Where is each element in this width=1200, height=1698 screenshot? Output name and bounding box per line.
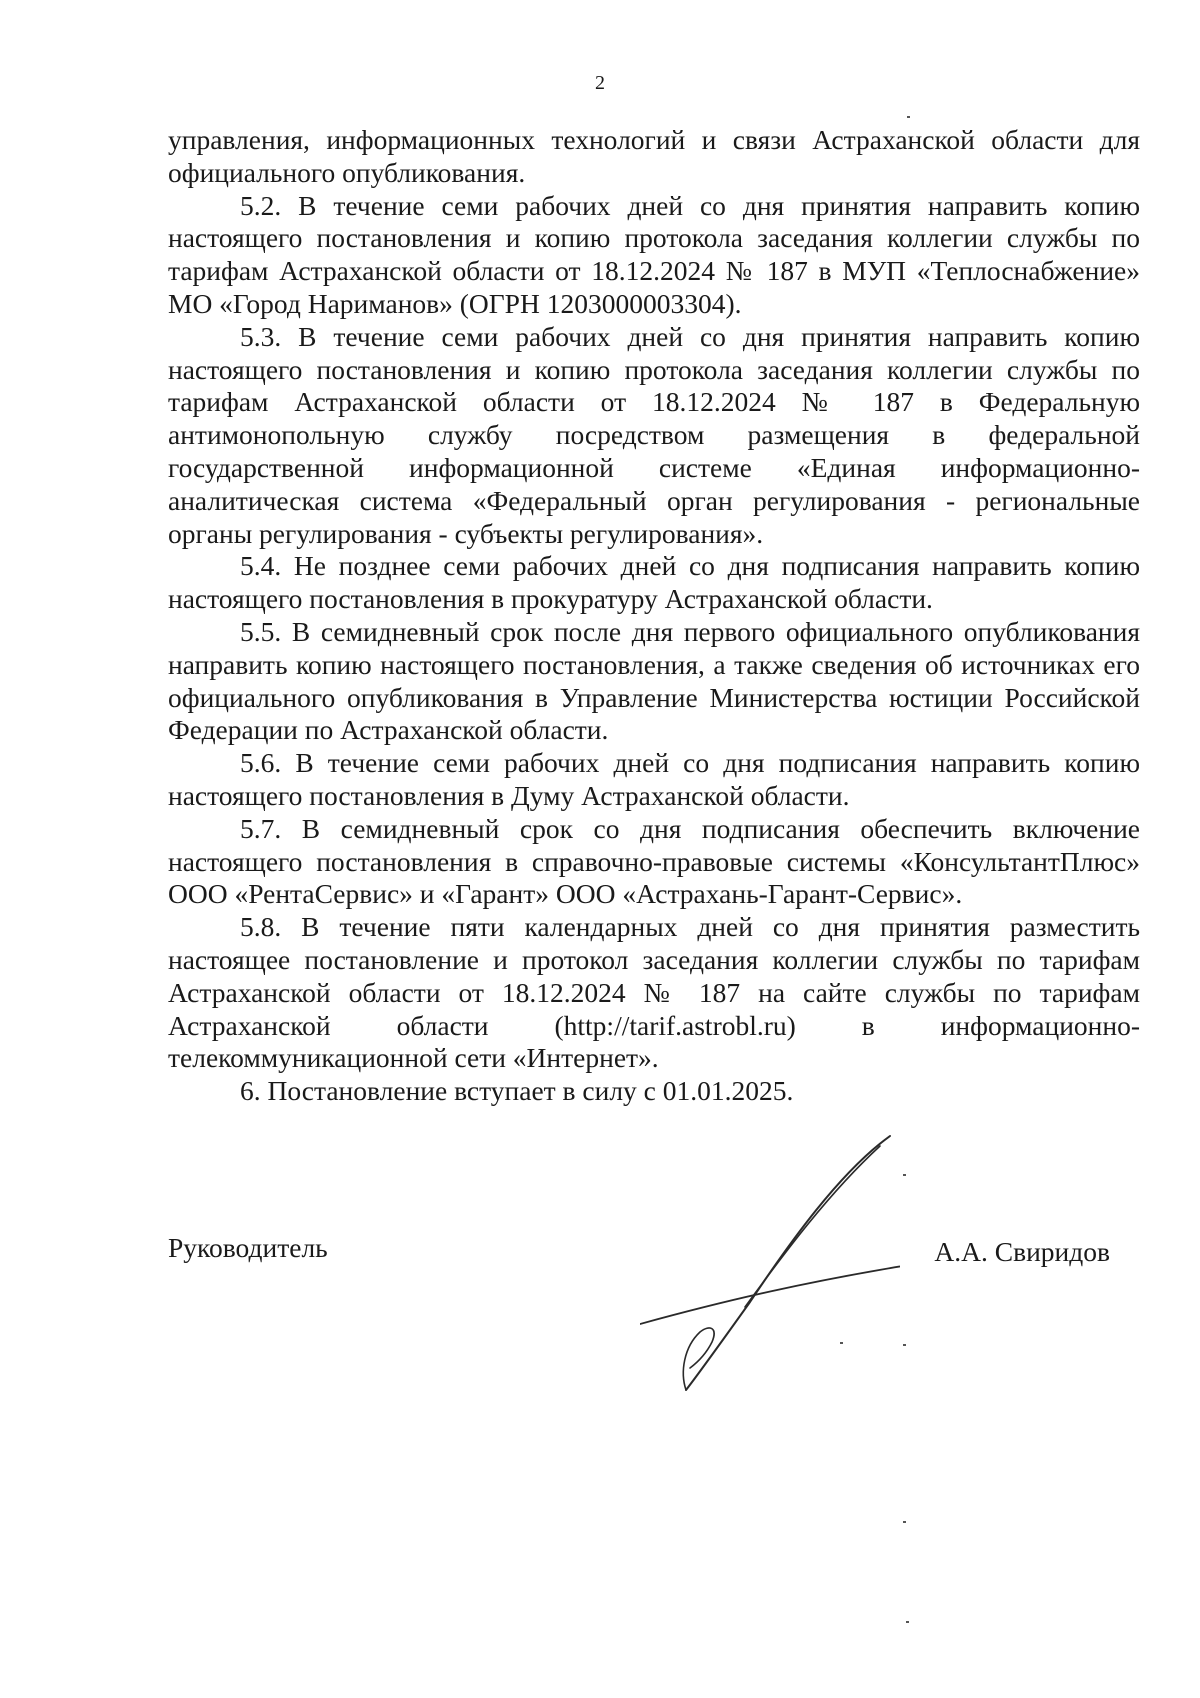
signer-title: Руководитель — [168, 1232, 328, 1263]
scan-speck — [840, 1342, 843, 1344]
scan-speck — [903, 1521, 906, 1523]
scan-speck — [903, 1174, 906, 1176]
signer-name: А.А. Свиридов — [934, 1236, 1110, 1267]
paragraph-5-1-continuation: управления, информационных технологий и связи Астраханской области для официального опубликования. — [168, 124, 1140, 188]
paragraph-5-5: 5.5. В семидневный срок после дня первого официального опубликования направить копию настоящего постановления, а также сведения об источниках его официального опубликования в Управление Министерства юстиции Российской Федерации по Астраханской области. — [168, 615, 1140, 746]
paragraph-5-2: 5.2. В течение семи рабочих дней со дня принятия направить копию настоящего постановления и копию протокола заседания коллегии службы по тарифам Астраханской области от 18.12.2024 № 187 в МУП «Теплоснабжение» МО «Город Нариманов» (ОГРН 1203000003304). — [168, 189, 1140, 319]
paragraph-5-8: 5.8. В течение пяти календарных дней со дня принятия разместить настоящее постановление и протокол заседания коллегии службы по тарифам Астраханской области от 18.12.2024 № 187 на сайте службы по тарифам Астраханской области (http://tarif.astrobl.ru) в информационно-телекоммуникационной сети «Интернет». — [168, 911, 1140, 1074]
paragraph-5-6: 5.6. В течение семи рабочих дней со дня подписания направить копию настоящего постановления в Думу Астраханской области. — [168, 747, 1140, 811]
document-body — [168, 124, 1140, 1108]
paragraph-5-4: 5.4. Не позднее семи рабочих дней со дня подписания направить копию настоящего постановления в прокуратуру Астраханской области. — [168, 550, 1140, 615]
paragraph-6: 6. Постановление вступает в силу с 01.01.2025. — [240, 1075, 794, 1107]
paragraph-5-7: 5.7. В семидневный срок со дня подписания обеспечить включение настоящего постановления в справочно-правовые системы «КонсультантПлюс» ООО «РентаСервис» и «Гарант» ООО «Астрахань-Гарант-Сервис». — [168, 812, 1140, 910]
scan-speck — [906, 1621, 909, 1623]
paragraph-5-3: 5.3. В течение семи рабочих дней со дня принятия направить копию настоящего постановления и копию протокола заседания коллегии службы по тарифам Астраханской области от 18.12.2024 № 187 в Федеральную антимонопольную службу посредством размещения в федеральной государственной информационной системе «Единая информационно-аналитическая система «Федеральный орган регулирования - региональные органы регулирования - субъекты регулирования». — [168, 320, 1140, 549]
scan-speck — [907, 116, 910, 118]
handwritten-signature — [640, 1132, 900, 1392]
page-number: 2 — [595, 72, 605, 94]
scan-speck — [903, 1344, 906, 1346]
